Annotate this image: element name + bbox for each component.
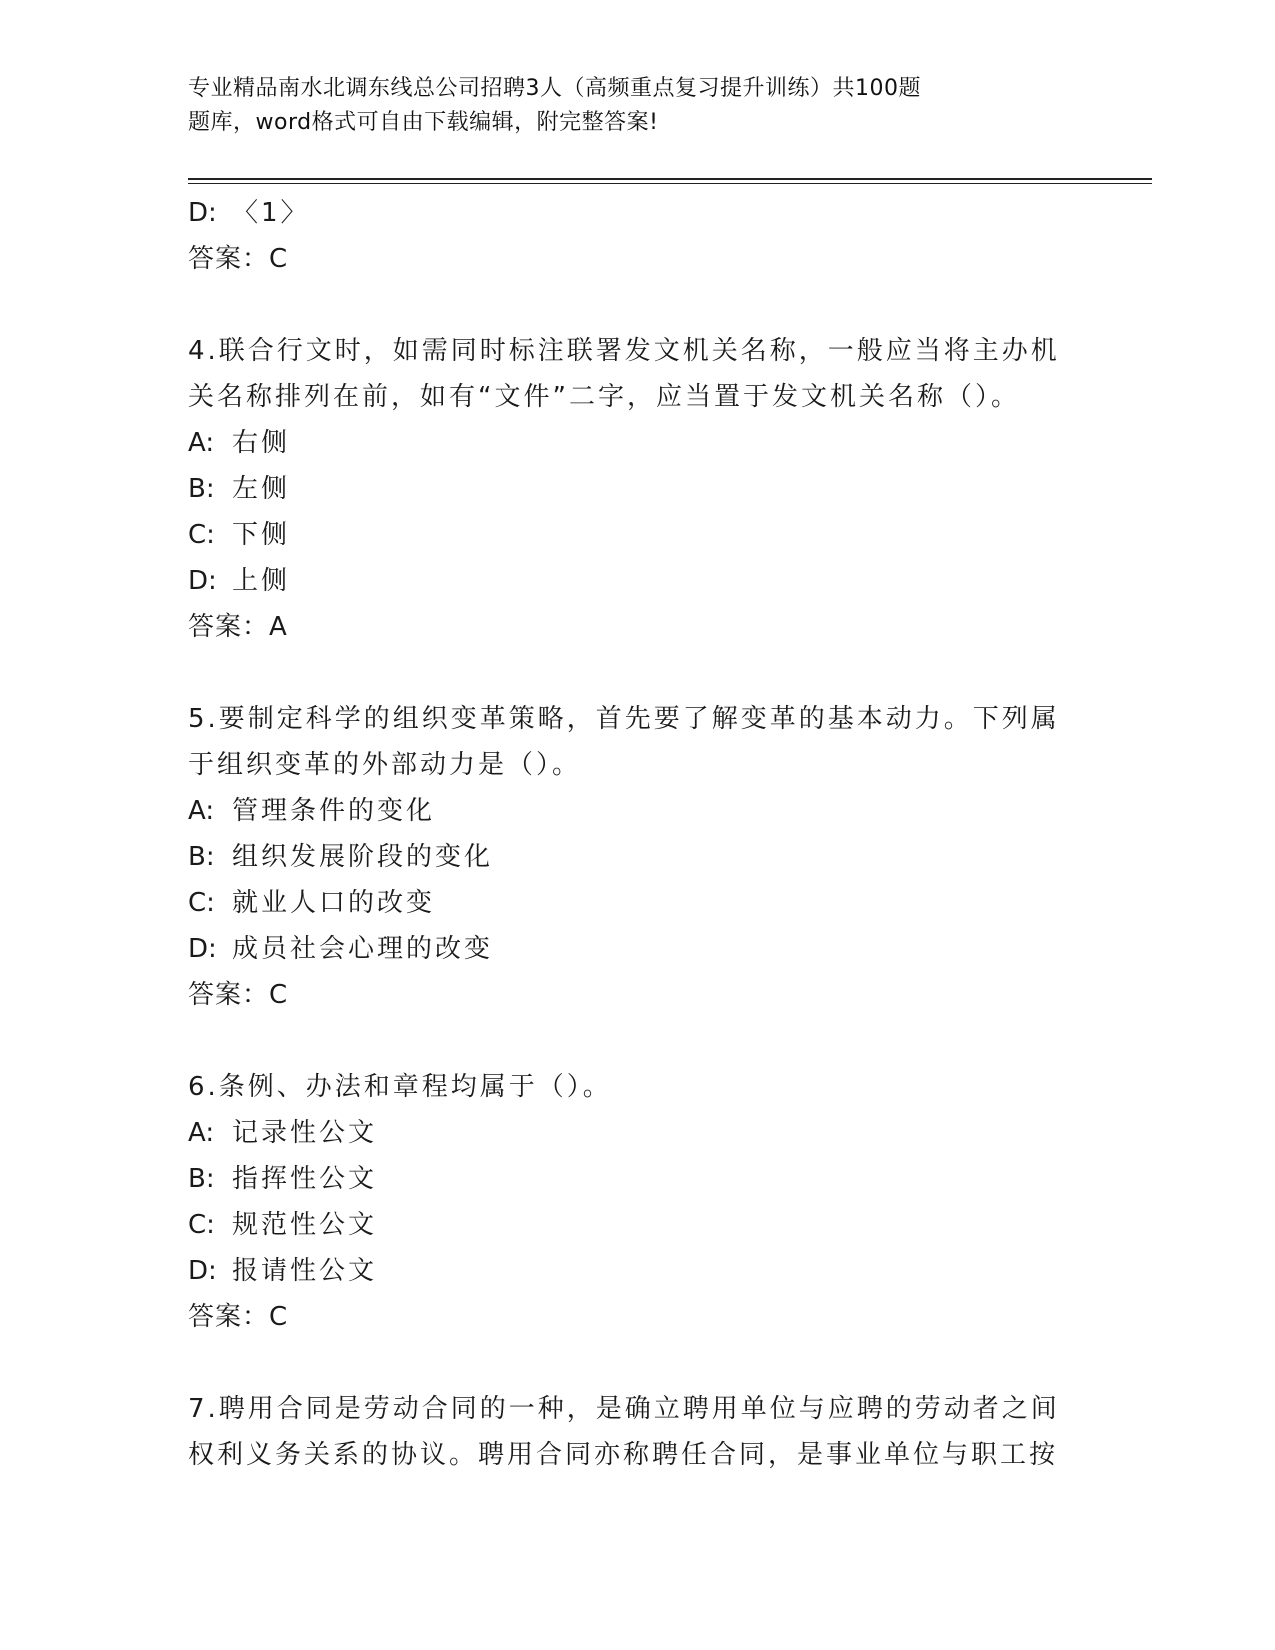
- option-text: 组织发展阶段的变化: [232, 842, 494, 872]
- header-rule-thin: [188, 183, 1152, 184]
- answer-line: 答案：A: [188, 612, 288, 642]
- option-text: 规范性公文: [232, 1210, 378, 1240]
- option-key: D:: [188, 1256, 217, 1286]
- option-a: [188, 420, 1068, 466]
- document-header: [188, 72, 1048, 140]
- option-c: [188, 1202, 1068, 1248]
- option-b: [188, 834, 1068, 880]
- option-text: 左侧: [232, 474, 291, 504]
- question-stem: 4.联合行文时，如需同时标注联署发文机关名称，一般应当将主办机: [188, 336, 1060, 366]
- spacer: [188, 1340, 1068, 1386]
- question-stem: 5.要制定科学的组织变革策略，首先要了解变革的基本动力。下列属: [188, 704, 1060, 734]
- option-key: C:: [188, 1210, 215, 1240]
- option-text: 上侧: [232, 566, 291, 596]
- header-line-2: 题库，word格式可自由下载编辑，附完整答案!: [188, 110, 659, 135]
- spacer: [188, 650, 1068, 696]
- option-b: [188, 466, 1068, 512]
- option-text: 右侧: [232, 428, 291, 458]
- header-line-1: 专业精品南水北调东线总公司招聘3人（高频重点复习提升训练）共100题: [188, 76, 921, 101]
- option-text: 指挥性公文: [232, 1164, 378, 1194]
- option-d: [188, 1248, 1068, 1294]
- option-key: D:: [188, 566, 217, 596]
- question-stem: 7.聘用合同是劳动合同的一种，是确立聘用单位与应聘的劳动者之间: [188, 1394, 1060, 1424]
- option-text: 报请性公文: [232, 1256, 378, 1286]
- question-6: [188, 1064, 1068, 1340]
- option-key: C:: [188, 888, 215, 918]
- answer-line: 答案：C: [188, 980, 289, 1010]
- option-key: B:: [188, 1164, 215, 1194]
- question-4: [188, 328, 1068, 650]
- option-key: B:: [188, 842, 215, 872]
- option-text: 下侧: [232, 520, 291, 550]
- option-key: D:: [188, 198, 217, 228]
- spacer: [188, 1018, 1068, 1064]
- question-stem: 关名称排列在前，如有“文件”二字，应当置于发文机关名称（）。: [188, 382, 1020, 412]
- option-a: [188, 788, 1068, 834]
- option-text: 管理条件的变化: [232, 796, 436, 826]
- option-b: [188, 1156, 1068, 1202]
- question-stem: 6.条例、办法和章程均属于（）。: [188, 1072, 612, 1102]
- question-5: [188, 696, 1068, 1018]
- option-d: [188, 926, 1068, 972]
- answer-line: 答案：C: [188, 1302, 289, 1332]
- option-key: B:: [188, 474, 215, 504]
- option-c: [188, 880, 1068, 926]
- question-7: [188, 1386, 1068, 1478]
- option-text: 〈1〉: [232, 198, 310, 228]
- option-key: A:: [188, 428, 215, 458]
- option-text: 就业人口的改变: [232, 888, 436, 918]
- question-content: [188, 190, 1068, 1478]
- option-text: 成员社会心理的改变: [232, 934, 494, 964]
- question-stem: 权利义务关系的协议。聘用合同亦称聘任合同，是事业单位与职工按: [188, 1440, 1059, 1470]
- header-rule-thick: [188, 178, 1152, 180]
- option-text: 记录性公文: [232, 1118, 378, 1148]
- question-stem: 于组织变革的外部动力是（）。: [188, 750, 582, 780]
- option-key: A:: [188, 796, 215, 826]
- option-d: [188, 190, 1068, 236]
- option-a: [188, 1110, 1068, 1156]
- option-key: C:: [188, 520, 215, 550]
- spacer: [188, 282, 1068, 328]
- option-d: [188, 558, 1068, 604]
- answer-line: 答案：C: [188, 244, 289, 274]
- option-key: A:: [188, 1118, 215, 1148]
- option-c: [188, 512, 1068, 558]
- option-key: D:: [188, 934, 217, 964]
